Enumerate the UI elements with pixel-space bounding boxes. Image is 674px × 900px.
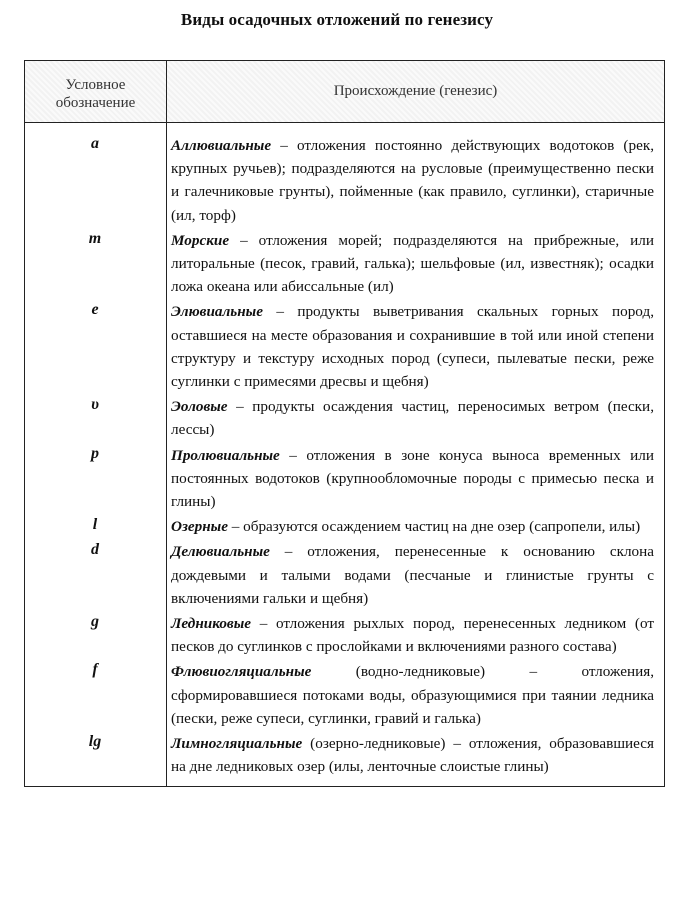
deposit-description: – отложения рыхлых пород, перенесенных ледником (от песков до суглинков с прослойками и включениями разного состава) (171, 615, 654, 656)
table-header (25, 61, 664, 123)
deposit-term: Пролювиальные (171, 446, 280, 464)
deposit-description: – отложения постоянно действующих водотоков (рек, крупных ручьев); подразделяются на русловые (преимущественно пески и галечниковые грунты), пойменные (как правило, суглинки), старичные (ил, торф) (171, 137, 654, 224)
deposit-code: lg (88, 733, 102, 751)
deposit-term: Делювиальные (171, 543, 270, 561)
deposit-term: Эоловые (171, 398, 228, 416)
deposit-code: g (91, 613, 99, 631)
genesis-table (24, 60, 665, 787)
table-row (171, 732, 654, 778)
table-row (171, 395, 654, 441)
table-row (171, 444, 654, 514)
origin-column (167, 123, 664, 786)
deposit-description: – отложения в зоне конуса выноса временных или постоянных водотоков (крупнообломочные породы с примесью песка и глины) (171, 446, 654, 511)
deposit-term: Морские (171, 231, 230, 249)
deposit-code: d (91, 541, 99, 559)
deposit-term: Лимногляциальные (171, 735, 303, 753)
table-row (171, 134, 654, 227)
deposit-term: Флювиогляциальные (171, 663, 312, 681)
deposit-description: (водно-ледниковые) – отложения, сформировавшиеся потоками воды, образующимися при таянии ледника (пески, реже супеси, суглинки, гравий и галька) (171, 663, 654, 727)
header-origin-label: Происхождение (генезис) (333, 83, 498, 99)
table-row (171, 229, 654, 299)
table-body (25, 123, 664, 786)
table-row (171, 660, 654, 730)
page-title: Виды осадочных отложений по генезису (180, 10, 494, 29)
table-row (171, 612, 654, 658)
header-code-label: Условное обозначение (25, 61, 167, 122)
table-row (171, 300, 654, 393)
deposit-description: – продукты выветривания скальных горных пород, оставшиеся на месте образования и сохранившие в той или иной степени структуру и текстуру исходных пород (супеси, пылеватые пески, реже суглинки с примесями дресвы и щебня) (171, 303, 654, 391)
code-column (25, 123, 167, 786)
deposit-term: Аллювиальные (171, 137, 272, 154)
table-row (171, 515, 654, 538)
deposit-description: – продукты осаждения частиц, переносимых ветром (пески, лессы) (171, 398, 654, 439)
deposit-code: e (91, 301, 99, 319)
deposit-code: a (91, 135, 99, 152)
deposit-description: (озерно-ледниковые) – отложения, образовавшиеся на дне ледниковых озер (илы, ленточные слоистые глины) (171, 735, 654, 776)
deposit-code: l (92, 516, 98, 534)
deposit-code: υ (91, 396, 99, 414)
deposit-code: m (88, 229, 102, 247)
table-row (171, 540, 654, 610)
deposit-term: Ледниковые (171, 615, 251, 633)
deposit-term: Озерные (171, 518, 228, 536)
deposit-description: – образуются осаждением частиц на дне озер (сапропели, илы) (227, 518, 641, 536)
deposit-term: Элювиальные (171, 303, 263, 321)
deposit-description: – отложения морей; подразделяются на прибрежные, или литоральные (песок, гравий, галька); шельфовые (ил, известняк); осадки ложа океана или абиссальные (ил) (171, 231, 654, 296)
deposit-code: p (91, 444, 99, 462)
deposit-code: f (92, 661, 98, 679)
deposit-description: – отложения, перенесенные к основанию склона дождевыми и талыми водами (песчаные и глинистые грунты с включениями гальки и щебня) (171, 543, 654, 607)
